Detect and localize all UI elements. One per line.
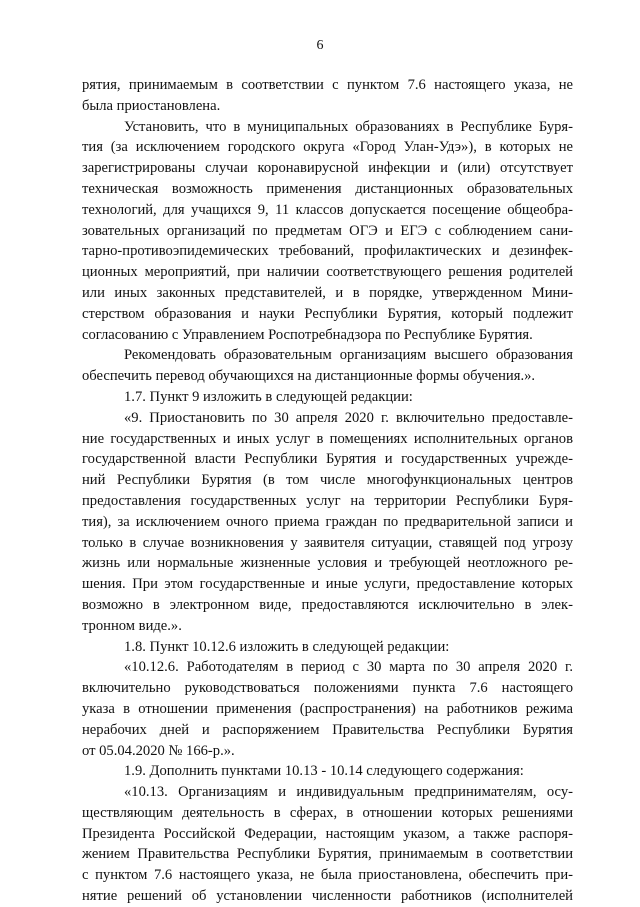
- text-line: обеспечить перевод обучающихся на дистанционные формы обучения.».: [82, 368, 536, 385]
- text-line: шения. При этом государственные и иные услуги, предоставление которых: [82, 576, 573, 593]
- text-line: «9. Приостановить по 30 апреля 2020 г. включительно предоставле-: [124, 409, 573, 426]
- text-line: «10.12.6. Работодателям в период с 30 марта по 30 апреля 2020 г.: [124, 659, 573, 676]
- text-line: ний Республики Бурятия (в том числе многофункциональных центров: [82, 472, 573, 489]
- text-line: жением Правительства Республики Бурятия, принимаемым в соответствии: [82, 846, 573, 863]
- text-line: зовательных организаций по предметам ОГЭ и ЕГЭ с соблюдением сани-: [82, 222, 573, 239]
- text-line: тарно-противоэпидемических требований, профилактических и дезинфек-: [82, 243, 573, 260]
- text-line: ществляющим деятельность в сферах, в отношении которых решениями: [82, 804, 573, 821]
- page-number: 6: [316, 38, 324, 53]
- text-line: с пунктом 7.6 настоящего указа, не была приостановлена, обеспечить при-: [82, 867, 573, 884]
- text-line: нятие решений об установлении численности работников (исполнителей: [82, 888, 573, 905]
- text-line: ционных мероприятий, при наличии соответствующего решения родителей: [82, 264, 573, 281]
- text-line: предоставления государственных услуг на территории Республики Буря-: [82, 492, 573, 509]
- text-line: Рекомендовать образовательным организациям высшего образования: [124, 347, 573, 364]
- text-line: 1.9. Дополнить пунктами 10.13 - 10.14 следующего содержания:: [124, 763, 524, 780]
- text-line: ние государственных и иных услуг в помещениях исполнительных органов: [82, 430, 573, 447]
- text-line: от 05.04.2020 № 166-р.».: [82, 742, 235, 759]
- text-line: зарегистрированы случаи коронавирусной инфекции и (или) отсутствует: [82, 160, 573, 177]
- text-line: только в случае возникновения у заявителя ситуации, ставящей под угрозу: [82, 534, 573, 551]
- text-line: государственной власти Республики Бурятия и государственных учрежде-: [82, 451, 573, 468]
- text-line: Президента Российской Федерации, настоящим указом, а также распоря-: [82, 825, 573, 842]
- text-line: указа в отношении применения (распространения) на работников режима: [82, 700, 573, 717]
- text-line: техническая возможность применения дистанционных образовательных: [82, 180, 573, 197]
- text-line: была приостановлена.: [82, 97, 221, 114]
- text-line: тронном виде.».: [82, 617, 182, 634]
- document-body: [82, 75, 573, 907]
- text-line: согласованию с Управлением Роспотребнадзора по Республике Бурятия.: [82, 326, 533, 343]
- text-line: 1.7. Пункт 9 изложить в следующей редакции:: [124, 388, 413, 405]
- text-line: Установить, что в муниципальных образованиях в Республике Буря-: [124, 118, 573, 135]
- text-line: технологий, для учащихся 9, 11 классов допускается посещение общеобра-: [82, 201, 573, 218]
- text-line: нерабочих дней и распоряжением Правительства Республики Бурятия: [82, 721, 573, 738]
- text-line: рятия, принимаемым в соответствии с пунктом 7.6 настоящего указа, не: [82, 77, 573, 93]
- text-line: тия), за исключением очного приема граждан по предварительной записи и: [82, 513, 573, 530]
- text-line: возможно в электронном виде, предоставляются исключительно в элек-: [82, 596, 573, 613]
- text-line: или иных законных представителей, и в порядке, утвержденном Мини-: [82, 284, 573, 301]
- text-line: 1.8. Пункт 10.12.6 изложить в следующей редакции:: [124, 638, 450, 655]
- text-line: включительно руководствоваться положениями пункта 7.6 настоящего: [82, 680, 573, 697]
- text-line: жизнь или нормальные жизненные условия и требующей неотложного ре-: [82, 555, 573, 572]
- text-line: стерством образования и науки Республики Бурятия, который подлежит: [82, 305, 573, 322]
- text-line: тия (за исключением городского округа «Город Улан-Удэ»), в которых не: [82, 139, 573, 156]
- text-line: «10.13. Организациям и индивидуальным предпринимателям, осу-: [124, 784, 573, 801]
